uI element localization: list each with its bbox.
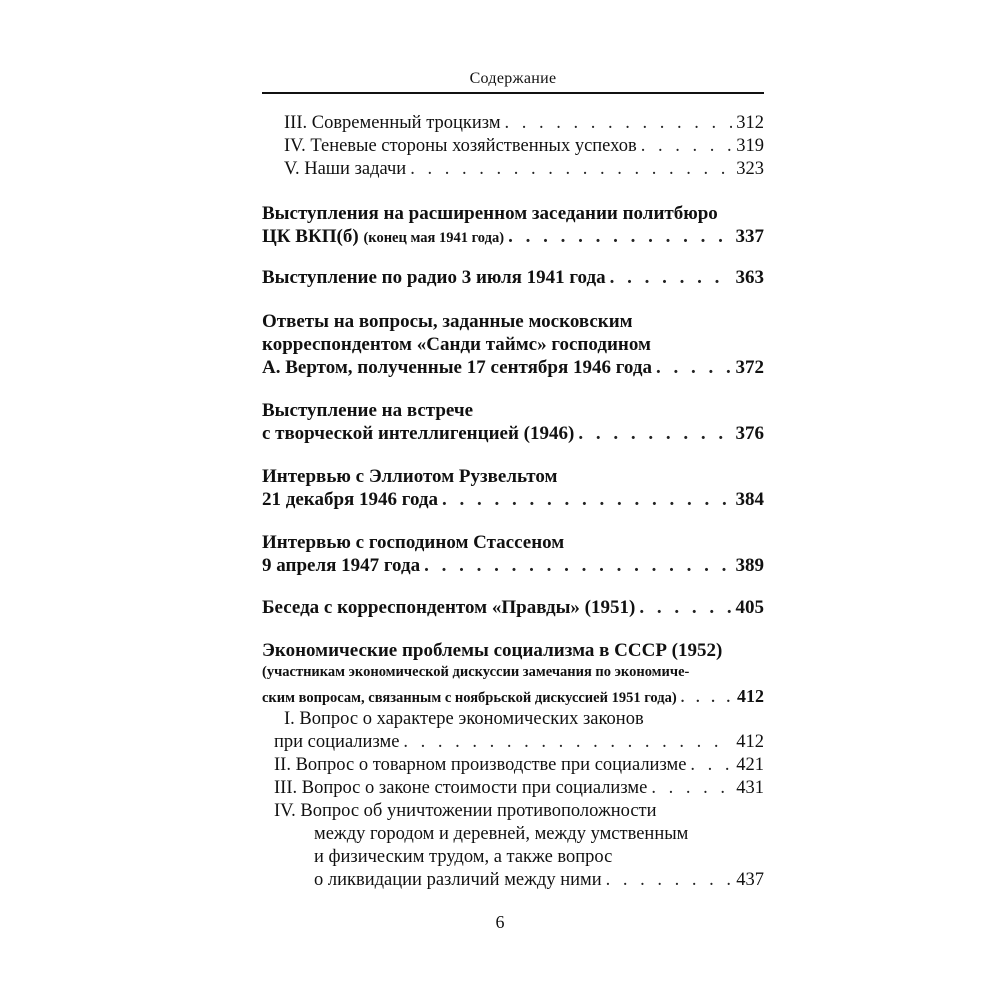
- toc-entry-title: при социализме: [274, 732, 400, 752]
- toc-entry-title: Выступление по радио 3 июля 1941 года: [262, 267, 606, 288]
- leader-dots: [610, 267, 732, 289]
- leader-dots: [410, 159, 732, 180]
- toc-entry-title: III. Вопрос о законе стоимости при социализме: [274, 778, 648, 798]
- toc-entry-laws-line1[interactable]: I. Вопрос о характере экономических законов: [284, 709, 644, 729]
- toc-page-number: 319: [736, 136, 764, 156]
- toc-entry-sunday-times-line2[interactable]: корреспондентом «Санди таймс» господином: [262, 334, 651, 355]
- toc-entry-city-country-line1[interactable]: IV. Вопрос об уничтожении противоположности: [274, 801, 657, 821]
- toc-entry-radio-speech[interactable]: [262, 267, 764, 291]
- toc-entry-title: 21 декабря 1946 года: [262, 489, 439, 510]
- toc-page-number: 312: [736, 113, 764, 133]
- toc-entry-title: Беседа с корреспондентом «Правды» (1951): [262, 597, 636, 618]
- toc-page-number: 384: [735, 489, 764, 510]
- toc-entry-modern-trotskyism[interactable]: [262, 113, 764, 137]
- leader-dots: [681, 690, 733, 707]
- toc-page-number: 337: [735, 226, 764, 247]
- toc-entry-economic-problems[interactable]: [262, 686, 764, 710]
- toc-page-number: 431: [736, 778, 764, 798]
- toc-page-number: 363: [735, 267, 764, 288]
- toc-entry-city-country-line3[interactable]: и физическим трудом, а также вопрос: [314, 847, 613, 867]
- leader-dots: [690, 755, 732, 776]
- toc-entry-intelligentsia[interactable]: [262, 423, 764, 447]
- leader-dots: [403, 732, 732, 753]
- toc-entry-title: IV. Теневые стороны хозяйственных успехов: [284, 136, 637, 156]
- leader-dots: [508, 226, 731, 248]
- toc-page-number: 412: [736, 732, 764, 752]
- toc-page-number: 405: [735, 597, 764, 618]
- toc-entry-title: А. Вертом, полученные 17 сентября 1946 года: [262, 357, 652, 378]
- toc-entry-economic-problems-line2[interactable]: (участникам экономической дискуссии замечания по экономиче-: [262, 664, 690, 680]
- toc-entry-city-country-line2[interactable]: между городом и деревней, между умственным: [314, 824, 689, 844]
- leader-dots: [639, 597, 731, 619]
- toc-entry-title: ским вопросам, связанным с ноябрьской дискуссией 1951 года): [262, 690, 677, 706]
- toc-entry-sunday-times-line1[interactable]: Ответы на вопросы, заданные московским: [262, 311, 633, 332]
- toc-entry-date-note: (конец мая 1941 года): [363, 230, 505, 246]
- toc-entry-economic-problems-line1[interactable]: Экономические проблемы социализма в СССР (1952): [262, 640, 723, 661]
- leader-dots: [505, 113, 733, 134]
- leader-dots: [442, 489, 731, 511]
- header-rule: [262, 92, 764, 94]
- leader-dots: [424, 555, 731, 577]
- toc-page-number: 323: [736, 159, 764, 179]
- toc-entry-pravda[interactable]: [262, 597, 764, 621]
- toc-entry-title: 9 апреля 1947 года: [262, 555, 421, 576]
- toc-page-number: 376: [735, 423, 764, 444]
- toc-page-number: 412: [737, 686, 764, 706]
- toc-entry-roosevelt[interactable]: [262, 489, 764, 513]
- toc-page-number: 389: [735, 555, 764, 576]
- toc-entry-intelligentsia-line1[interactable]: Выступление на встрече: [262, 400, 474, 421]
- toc-entry-our-tasks[interactable]: [262, 159, 764, 183]
- toc-entry-roosevelt-line1[interactable]: Интервью с Эллиотом Рузвельтом: [262, 466, 558, 487]
- running-title: Содержание: [469, 70, 557, 87]
- toc-entry-title: V. Наши задачи: [284, 159, 407, 179]
- leader-dots: [656, 357, 732, 379]
- toc-entry-title-main: ЦК ВКП(б): [262, 226, 359, 247]
- toc-entry-politburo-line1[interactable]: Выступления на расширенном заседании политбюро: [262, 203, 718, 224]
- toc-page-number: 437: [736, 870, 764, 890]
- toc-entry-title: III. Современный троцкизм: [284, 113, 501, 133]
- toc-entry-stassen[interactable]: [262, 555, 764, 579]
- toc-page-number: 372: [735, 357, 764, 378]
- toc-entry-laws[interactable]: [262, 732, 764, 756]
- toc-entry-title: II. Вопрос о товарном производстве при социализме: [274, 755, 687, 775]
- toc-entry-title: с творческой интеллигенцией (1946): [262, 423, 575, 444]
- toc-entry-politburo[interactable]: [262, 226, 764, 250]
- toc-entry-commodity-production[interactable]: [262, 755, 764, 779]
- toc-entry-shadow-sides[interactable]: [262, 136, 764, 160]
- toc-entry-title: [262, 226, 504, 248]
- page-number: 6: [495, 912, 505, 932]
- toc-entry-sunday-times[interactable]: [262, 357, 764, 381]
- toc-entry-stassen-line1[interactable]: Интервью с господином Стассеном: [262, 532, 565, 553]
- toc-entry-title: о ликвидации различий между ними: [314, 870, 602, 890]
- leader-dots: [641, 136, 733, 157]
- leader-dots: [606, 870, 733, 891]
- leader-dots: [651, 778, 732, 799]
- toc-entry-city-country[interactable]: [262, 870, 764, 894]
- toc-page-number: 421: [736, 755, 764, 775]
- toc-entry-law-of-value[interactable]: [262, 778, 764, 802]
- leader-dots: [578, 423, 731, 445]
